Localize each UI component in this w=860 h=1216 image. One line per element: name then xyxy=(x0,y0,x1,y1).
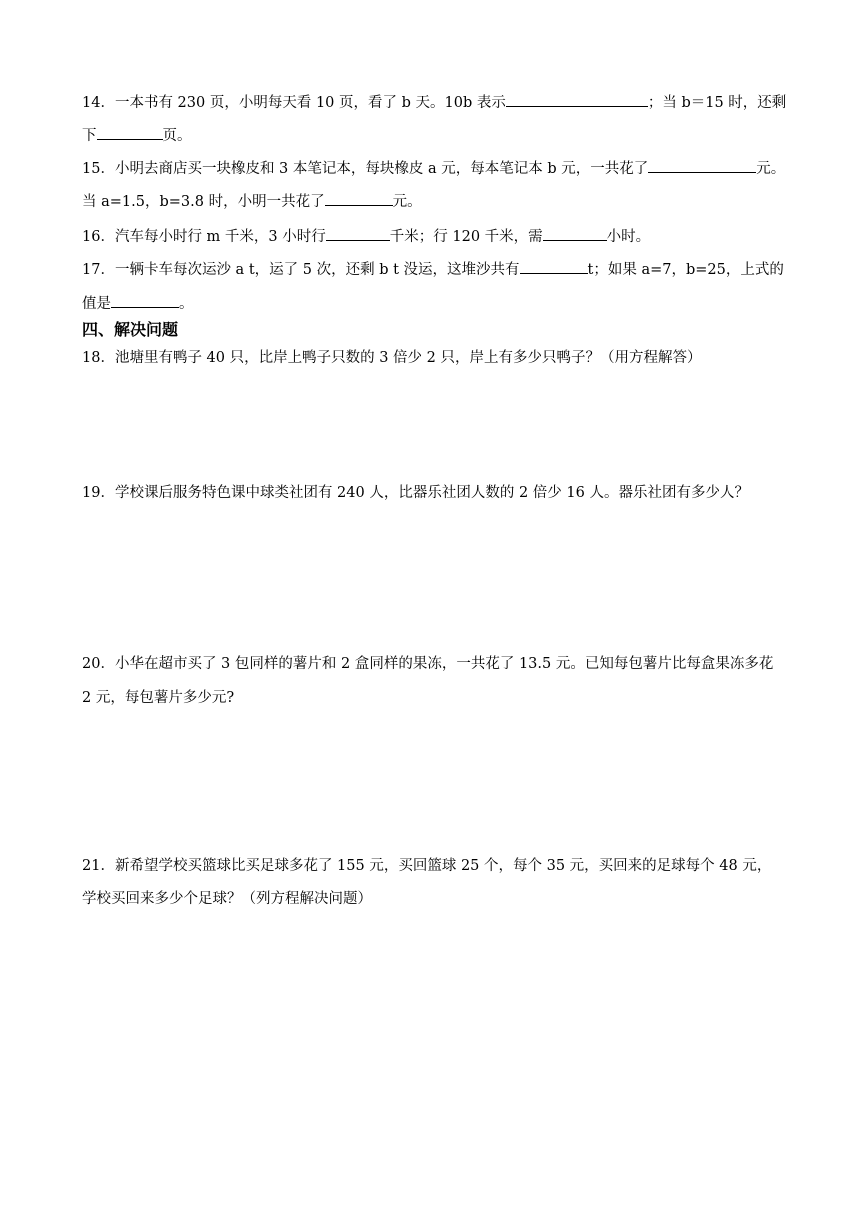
section-title: 四、解决问题 xyxy=(82,320,179,339)
answer-blank[interactable] xyxy=(648,157,756,173)
question-17-line-1 xyxy=(82,258,784,280)
answer-blank[interactable] xyxy=(326,225,390,241)
question-15-line-2 xyxy=(82,190,422,212)
question-17-line-2 xyxy=(82,292,194,314)
question-16-text: 16．汽车每小时行 m 千米，3 小时行 xyxy=(82,229,326,245)
question-17-text-2: t；如果 a=7，b=25，上式的 xyxy=(587,262,784,278)
question-14-text: 14．一本书有 230 页，小明每天看 10 页，看了 b 天。10b 表示 xyxy=(82,95,506,111)
answer-blank[interactable] xyxy=(506,91,648,107)
question-14-text-2: ；当 b＝15 时，还剩 xyxy=(647,95,787,111)
question-15-text-4: 元。 xyxy=(392,194,422,210)
question-17-text: 17．一辆卡车每次运沙 a t，运了 5 次，还剩 b t 没运，这堆沙共有 xyxy=(82,262,520,278)
answer-blank[interactable] xyxy=(543,225,607,241)
question-15-text-2: 元。 xyxy=(756,161,786,177)
question-14-line-1 xyxy=(82,91,786,113)
question-15-text-3: 当 a=1.5，b=3.8 时，小明一共花了 xyxy=(82,194,325,210)
question-17-text-4: 。 xyxy=(179,296,194,312)
answer-blank[interactable] xyxy=(325,190,393,206)
question-19: 19．学校课后服务特色课中球类社团有 240 人，比器乐社团人数的 2 倍少 16 人。器乐社团有多少人？ xyxy=(82,485,749,501)
question-18: 18．池塘里有鸭子 40 只，比岸上鸭子只数的 3 倍少 2 只，岸上有多少只鸭子？（用方程解答） xyxy=(82,350,702,366)
answer-blank[interactable] xyxy=(520,258,588,274)
question-17-text-3: 值是 xyxy=(82,296,111,312)
question-16-text-2: 千米；行 120 千米，需 xyxy=(389,229,543,245)
question-20-line-1: 20．小华在超市买了 3 包同样的薯片和 2 盒同样的果冻，一共花了 13.5 元。已知每包薯片比每盒果冻多花 xyxy=(82,656,774,672)
question-21-line-2: 学校买回来多少个足球？（列方程解决问题） xyxy=(82,891,372,907)
question-21-line-1: 21．新希望学校买篮球比买足球多花了 155 元，买回篮球 25 个，每个 35 元，买回来的足球每个 48 元， xyxy=(82,858,772,874)
question-15-line-1 xyxy=(82,157,785,179)
question-16-text-3: 小时。 xyxy=(606,229,651,245)
question-14-text-4: 页。 xyxy=(162,128,192,144)
answer-blank[interactable] xyxy=(111,292,179,308)
question-16-line xyxy=(82,225,650,247)
question-15-text: 15．小明去商店买一块橡皮和 3 本笔记本，每块橡皮 a 元，每本笔记本 b 元，一共花了 xyxy=(82,161,649,177)
question-14-text-3: 下 xyxy=(82,128,97,144)
question-14-line-2 xyxy=(82,124,192,146)
answer-blank[interactable] xyxy=(97,124,163,140)
question-20-line-2: 2 元，每包薯片多少元? xyxy=(82,690,235,706)
